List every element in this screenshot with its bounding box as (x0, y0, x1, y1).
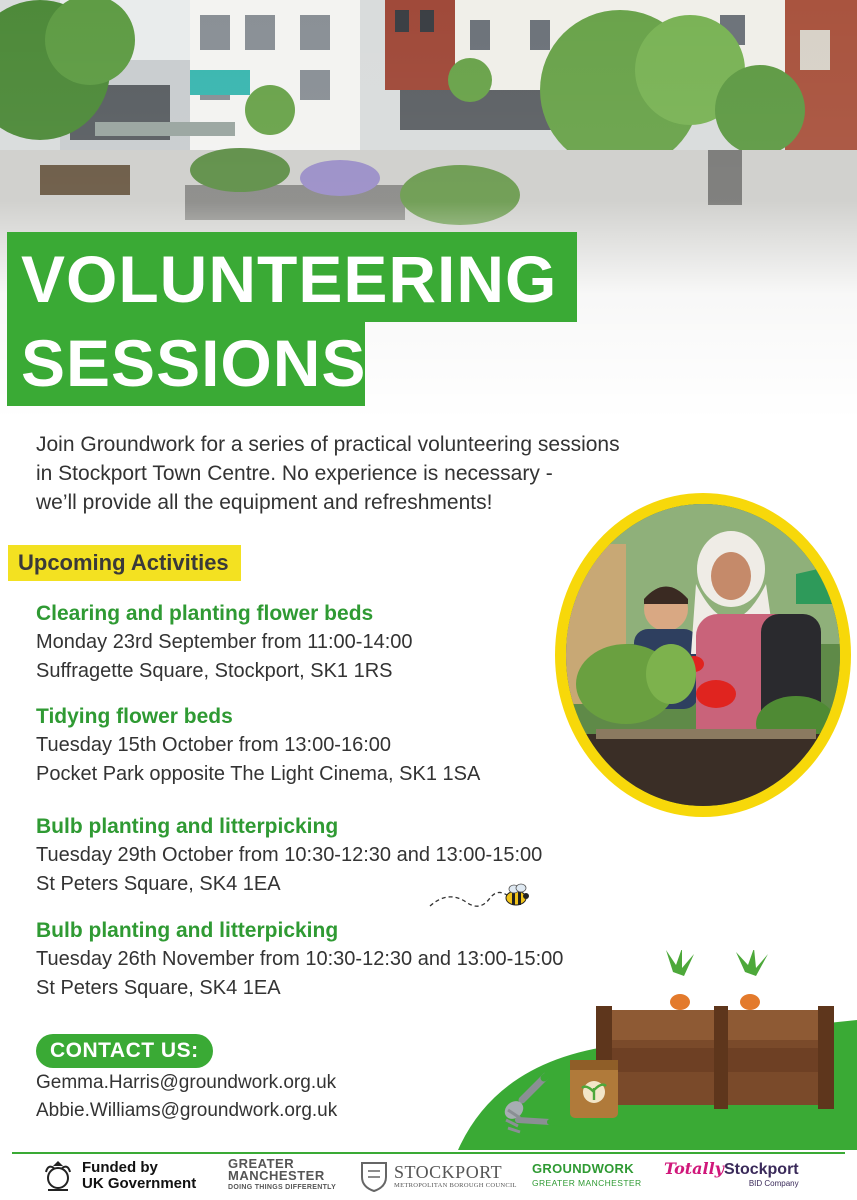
groundwork-logo (532, 1158, 642, 1194)
activity-date: Tuesday 26th November from 10:30-12:30 and 13:00-15:00 (36, 948, 564, 970)
seed-bag-icon (570, 1060, 618, 1118)
gm-line-2: MANCHESTER (228, 1168, 325, 1183)
volunteers-photo (566, 504, 840, 806)
activity-location: Pocket Park opposite The Light Cinema, SK1 1SA (36, 763, 481, 785)
email-link-abbie[interactable]: Abbie.Williams@groundwork.org.uk (36, 1100, 338, 1121)
stockport-name: STOCKPORT (394, 1161, 503, 1182)
email-link-gemma[interactable]: Gemma.Harris@groundwork.org.uk (36, 1072, 337, 1093)
intro-line-2: in Stockport Town Centre. No experience is necessary - (36, 462, 553, 485)
activity-item (36, 813, 676, 899)
intro-line-1: Join Groundwork for a series of practical volunteering sessions (36, 433, 620, 456)
totally-sub: BID Company (748, 1178, 799, 1188)
activity-location: St Peters Square, SK4 1EA (36, 873, 281, 895)
title-line-2: SESSIONS (7, 316, 365, 406)
activity-title: Bulb planting and litterpicking (36, 919, 339, 942)
ukgov-line-2: UK Government (82, 1175, 197, 1192)
activity-date: Tuesday 29th October from 10:30-12:30 and 13:00-15:00 (36, 844, 543, 866)
groundwork-name: GROUNDWORK (532, 1161, 634, 1176)
activity-location: Suffragette Square, Stockport, SK1 1RS (36, 660, 393, 682)
gm-line-1: GREATER (228, 1156, 295, 1171)
volunteers-photo-frame (555, 493, 851, 817)
gm-line-3: DOING THINGS DIFFERENTLY (228, 1184, 337, 1191)
activity-title: Clearing and planting flower beds (36, 602, 374, 625)
footer-divider (12, 1152, 845, 1154)
groundwork-sub: GREATER MANCHESTER (532, 1178, 642, 1188)
uk-government-logo (40, 1158, 196, 1194)
activity-title: Bulb planting and litterpicking (36, 815, 339, 838)
contact-us-label: CONTACT US: (36, 1034, 213, 1068)
totally-name: Stockport (723, 1160, 799, 1178)
activity-date: Monday 23rd September from 11:00-14:00 (36, 631, 413, 653)
activity-title: Tidying flower beds (36, 705, 233, 728)
upcoming-activities-label: Upcoming Activities (8, 545, 241, 581)
title-line-1: VOLUNTEERING (7, 232, 577, 322)
intro-paragraph (36, 430, 676, 517)
ukgov-line-1: Funded by (82, 1159, 158, 1176)
activity-location: St Peters Square, SK4 1EA (36, 977, 281, 999)
intro-line-3: we’ll provide all the equipment and refreshments! (36, 491, 493, 514)
totally-stockport-logo (664, 1158, 799, 1194)
activity-date: Tuesday 15th October from 13:00-16:00 (36, 734, 392, 756)
raised-bed-illustration (458, 950, 857, 1155)
council-crest-icon (358, 1159, 390, 1193)
bee-icon (428, 880, 532, 919)
carrot-icon (666, 950, 694, 1010)
gardening-volunteers-illustration (566, 504, 840, 806)
royal-crest-icon (40, 1158, 76, 1194)
carrot-icon (736, 950, 768, 1010)
greater-manchester-logo (228, 1158, 336, 1194)
stockport-council-logo (358, 1158, 517, 1194)
totally-script: Totally (664, 1158, 724, 1178)
stockport-sub: METROPOLITAN BOROUGH COUNCIL (394, 1181, 517, 1189)
